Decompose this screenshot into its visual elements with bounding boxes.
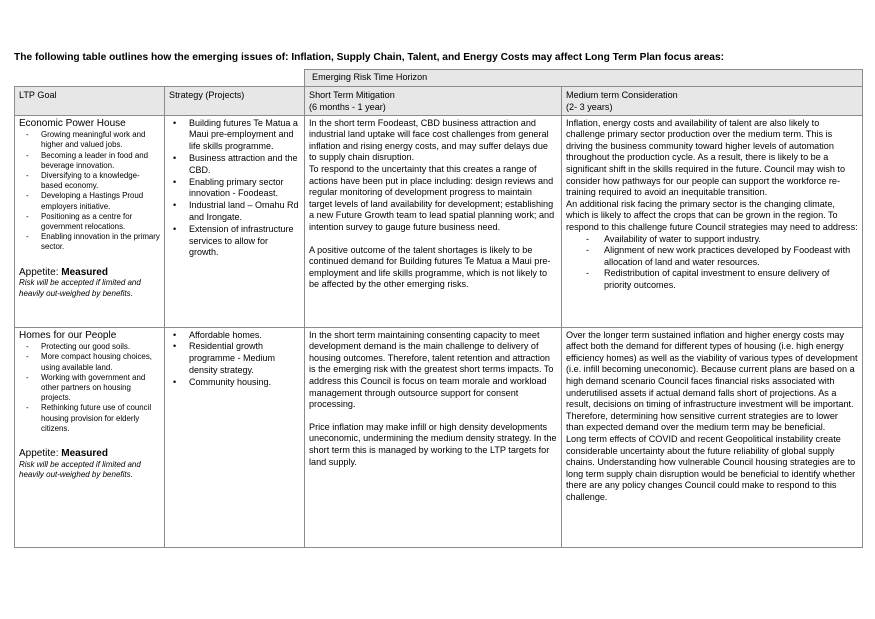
list-item: - Rethinking future use of council housing provision for elderly citizens.: [41, 403, 160, 434]
list-item: • Community housing.: [189, 377, 300, 389]
list-item: - Growing meaningful work and higher and valued jobs.: [41, 130, 160, 150]
list-item: • Affordable homes.: [189, 330, 300, 342]
header-medium-term-sub: (2- 3 years): [566, 101, 613, 112]
list-item: - Enabling innovation in the primary sector.: [41, 232, 160, 252]
appetite-line: [19, 267, 160, 279]
list-item: • Building futures Te Matua a Maui pre-employment and life skills programme.: [189, 118, 300, 153]
list-item: - Positioning as a centre for government relocations.: [41, 212, 160, 232]
table-row: [15, 115, 863, 327]
goal-list: [19, 342, 160, 434]
header-short-term-label: Short Term Mitigation: [309, 89, 395, 100]
header-strategy-label: Strategy (Projects): [169, 89, 245, 100]
appetite-label: Appetite:: [19, 266, 62, 278]
strategy-list: [169, 118, 300, 260]
list-item: - More compact housing choices, using available land.: [41, 352, 160, 372]
short-term-cell: [305, 327, 562, 547]
goal-title: Economic Power House: [19, 117, 126, 129]
list-item: - Developing a Hastings Proud employers initiative.: [41, 191, 160, 211]
list-item: - Availability of water to support industry.: [604, 234, 858, 246]
header-ltp-goal-label: LTP Goal: [19, 89, 57, 100]
list-item: - Diversifying to a knowledge-based economy.: [41, 171, 160, 191]
strategy-cell: [165, 327, 305, 547]
list-item: - Becoming a leader in food and beverage innovation.: [41, 151, 160, 171]
medium-term-cell: [562, 115, 863, 327]
medium-term-list: [566, 234, 858, 292]
risk-table: [14, 69, 863, 548]
paragraph: Inflation, energy costs and availability of talent are also likely to challenge primary sector production over the medium term. This is driving the business community toward higher levels of automation throughout the production cycle. As a result, there is likely to be a significant shift in the skills required in the future. Council may wish to consider how pathways for our people can support the workforce re-training required to avoid an inequitable transition.: [566, 117, 846, 198]
strategy-list: [169, 330, 300, 389]
paragraph: A positive outcome of the talent shortages is likely to be continued demand for Building futures Te Matua a Maui pre-employment and life skills programme, which is not likely to be affected by the other emerging risks.: [309, 244, 551, 290]
appetite-note: Risk will be accepted if limited and heavily out-weighed by benefits.: [19, 459, 141, 480]
goal-list: [19, 130, 160, 252]
list-item: • Extension of infrastructure services to allow for growth.: [189, 224, 300, 259]
header-medium-term: [562, 86, 863, 115]
header-empty-cell: [165, 70, 305, 87]
list-item: - Alignment of new work practices developed by Foodeast with allocation of land and water resources.: [604, 245, 858, 268]
paragraph: Over the longer term sustained inflation and higher energy costs may affect both the demand for different types of housing (i.e. high energy efficiency homes) as well as the viability of various types of development (i.e. infill becoming uneconomic). Because current plans are based on a high demand scenario Council faces financial risks associated with underutilised assets if actual demand falls short of projections. As a result, decisions on timing of infrastructure investment will be important. Therefore, determining how sensitive current strategies are to lower than expected demand over the medium term may be beneficial.: [566, 329, 858, 433]
header-row: [15, 86, 863, 115]
paragraph: Long term effects of COVID and recent Geopolitical instability create considerable uncertainty about the future reliability of global supply chains. Understanding how vulnerable Council housing strategies are to long term supply chain disruption would be beneficial to identify whether there are any policy changes Council could make to respond to this challenge.: [566, 433, 856, 502]
goal-cell: [15, 327, 165, 547]
list-item: • Enabling primary sector innovation - Foodeast.: [189, 177, 300, 201]
goal-cell: [15, 115, 165, 327]
strategy-cell: [165, 115, 305, 327]
paragraph: In the short term Foodeast, CBD business attraction and industrial land uptake will face cost challenges from general inflation and rising energy costs, and may suffer delays due to supply chain disruption.: [309, 117, 549, 163]
header-strategy: [165, 86, 305, 115]
goal-title: Homes for our People: [19, 329, 117, 341]
list-item: - Redistribution of capital investment to ensure delivery of priority outcomes.: [604, 268, 858, 291]
paragraph: An additional risk facing the primary sector is the changing climate, which is likely to affect the crops that can be grown in the region. To respond to this challenge future Council strategies may need to address:: [566, 198, 858, 232]
paragraph: To respond to the uncertainty that this creates a range of actions have been put in place including: design reviews and regular monitoring of development progress to maintain target levels of land availability for development; establishing a new Future Growth team to lead spatial planning work; and intention survey to gauge future business need.: [309, 163, 555, 232]
appetite-line: [19, 448, 160, 460]
paragraph: In the short term maintaining consenting capacity to meet development demand is the main challenge to delivery of housing outcomes. Therefore, talent retention and attraction is the emerging risk with the greatest short terms impacts. To address this Council is focus on team morale and workload management through outsource support for consent processing.: [309, 329, 554, 410]
header-time-horizon: [305, 70, 863, 87]
short-term-cell: [305, 115, 562, 327]
list-item: • Business attraction and the CBD.: [189, 153, 300, 177]
medium-term-cell: [562, 327, 863, 547]
appetite-value: Measured: [61, 448, 108, 460]
header-short-term-sub: (6 months - 1 year): [309, 101, 386, 112]
list-item: - Protecting our good soils.: [41, 342, 160, 352]
list-item: - Working with government and other partners on housing projects.: [41, 373, 160, 404]
list-item: • Industrial land – Omahu Rd and Irongate.: [189, 200, 300, 224]
intro-text: The following table outlines how the emerging issues of: Inflation, Supply Chain, Talent, and Energy Costs may affect Long Term Plan focus areas:: [14, 52, 725, 63]
paragraph: Price inflation may make infill or high density developments uneconomic, undermining the medium density strategy. In the short term this is managed by working to the LTP targets for land supply.: [309, 421, 557, 467]
appetite-note: Risk will be accepted if limited and heavily out-weighed by benefits.: [19, 278, 141, 298]
list-item: • Residential growth programme - Medium density strategy.: [189, 341, 300, 376]
header-short-term: [305, 86, 562, 115]
table-row: [15, 327, 863, 547]
header-row-span: [15, 70, 863, 87]
appetite-label: Appetite:: [19, 448, 62, 460]
header-empty-cell: [15, 70, 165, 87]
header-medium-term-label: Medium term Consideration: [566, 89, 678, 100]
header-ltp-goal: [15, 86, 165, 115]
appetite-value: Measured: [61, 266, 108, 278]
header-time-horizon-label: Emerging Risk Time Horizon: [312, 72, 428, 82]
